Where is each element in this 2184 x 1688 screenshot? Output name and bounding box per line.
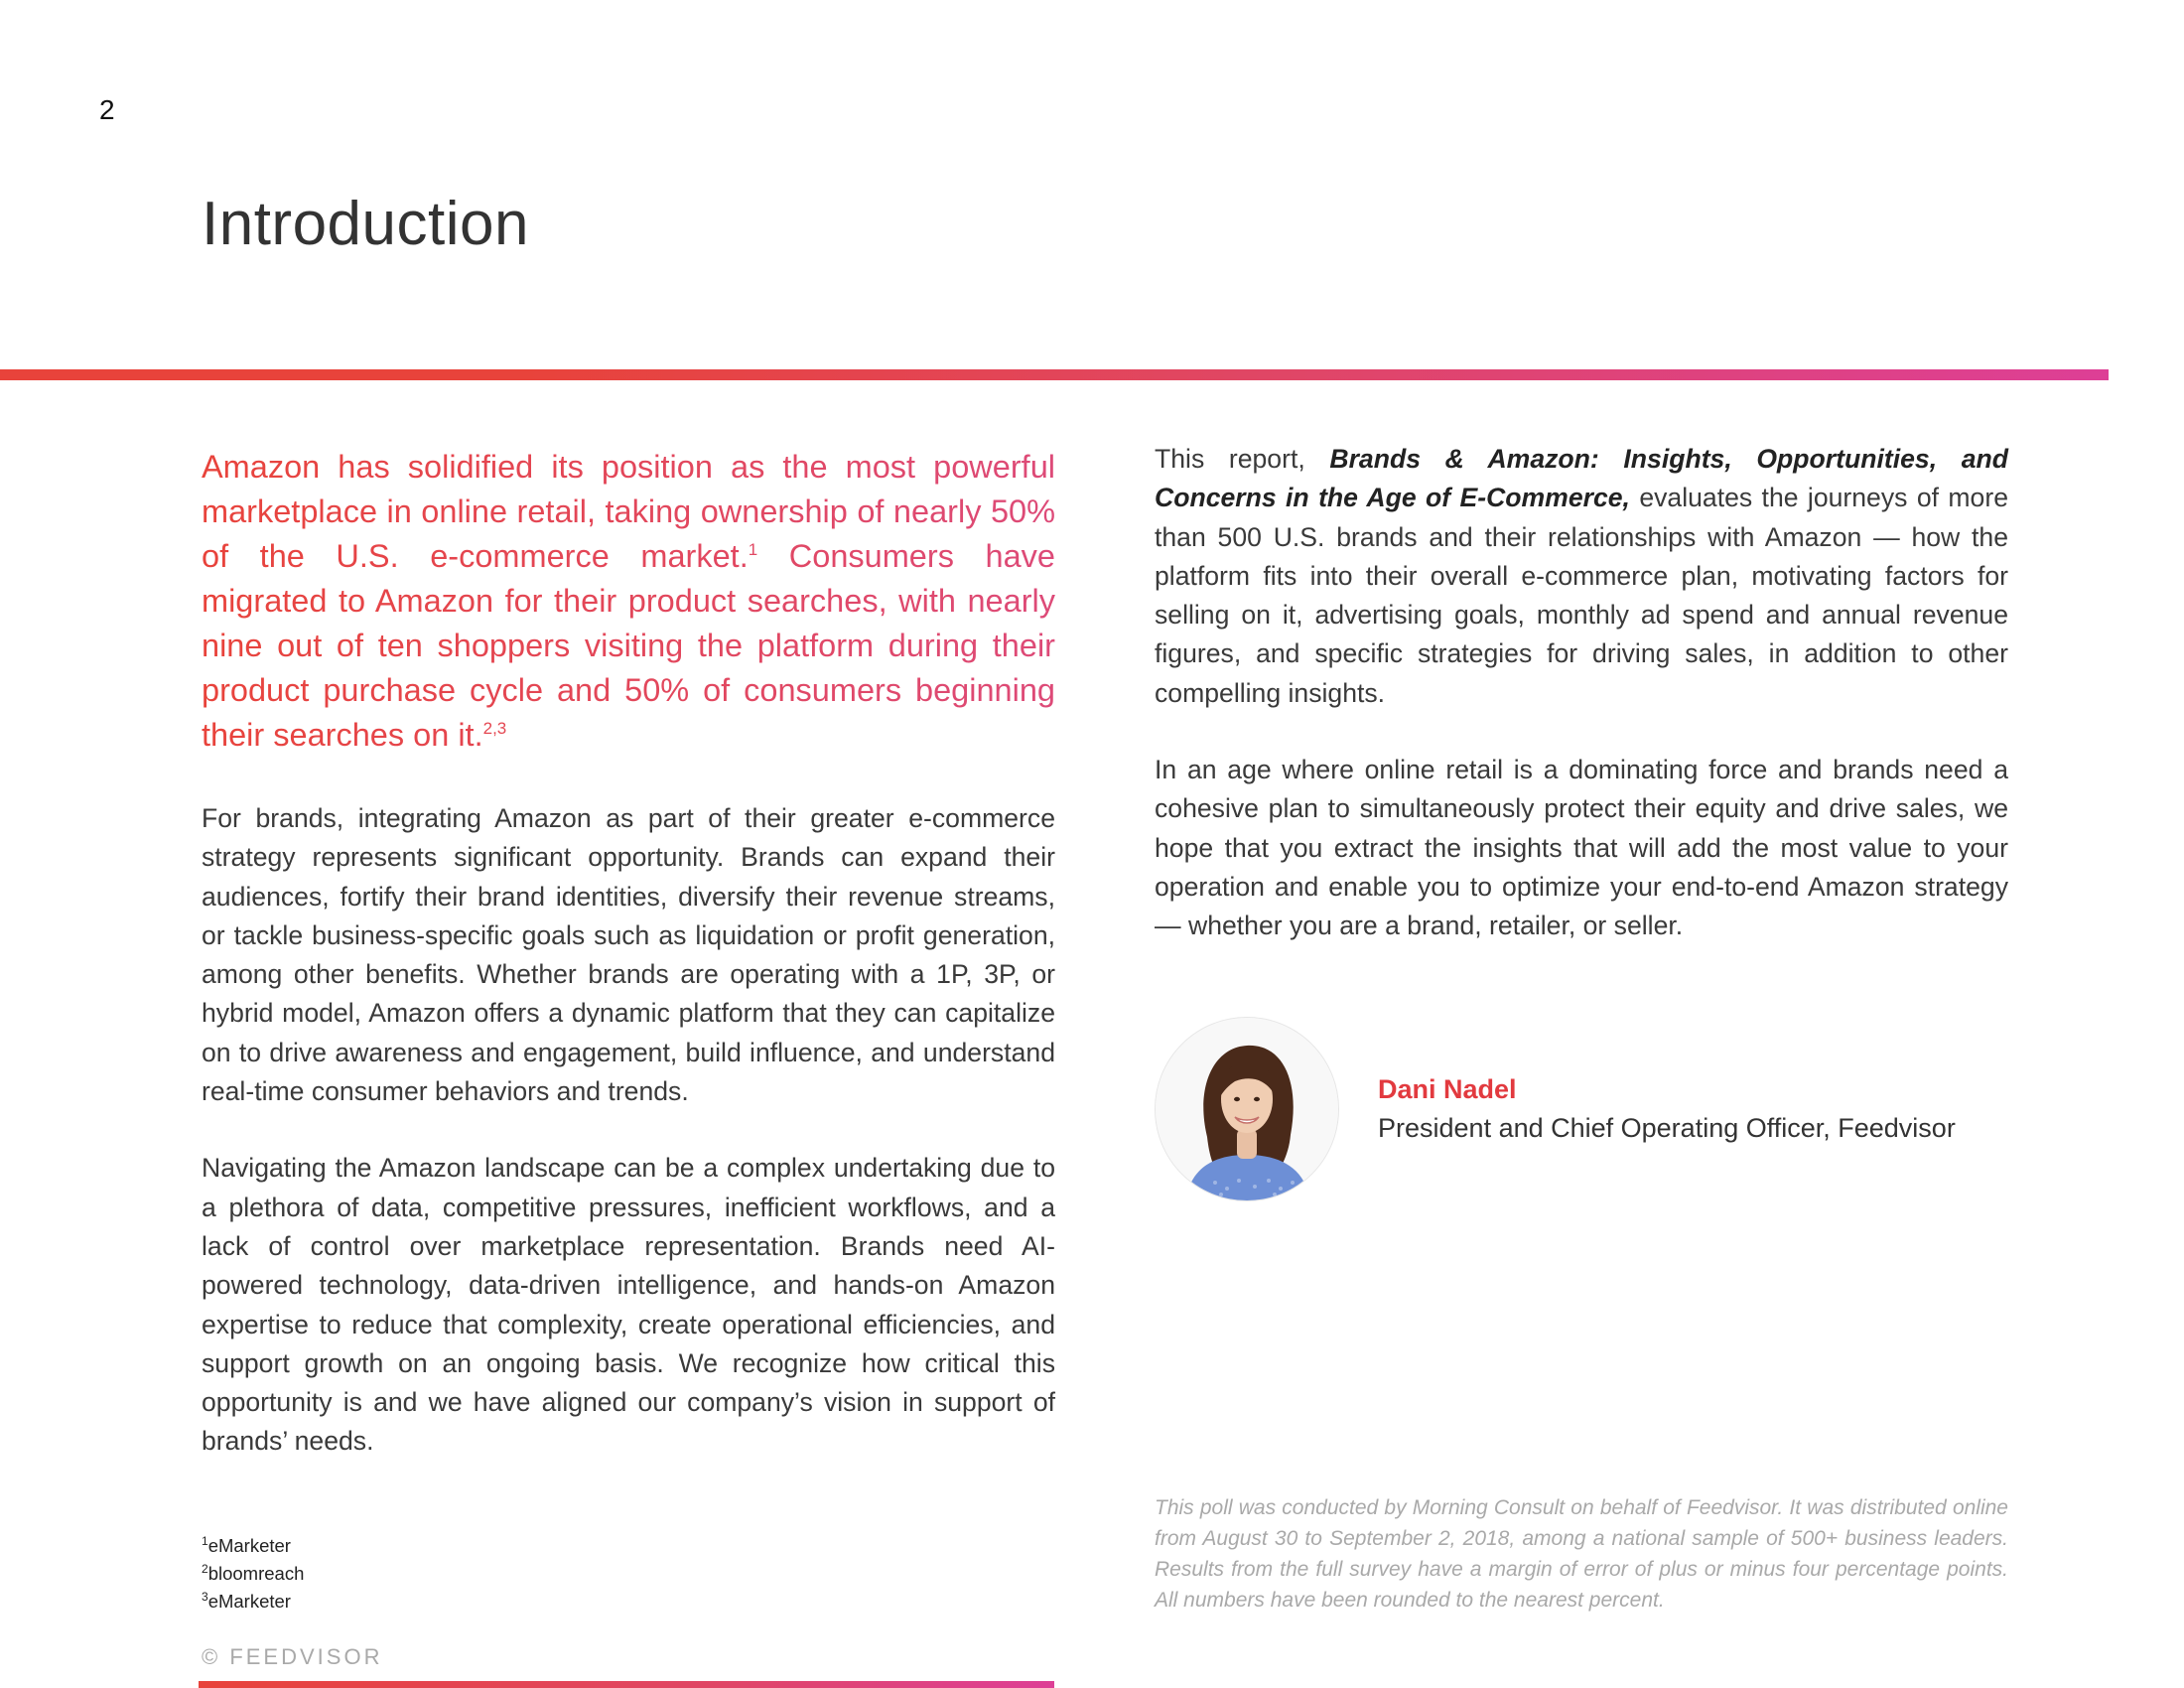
footnote-source: eMarketer	[207, 1591, 291, 1612]
author-block	[1155, 1017, 2048, 1201]
body-paragraph-brands: For brands, integrating Amazon as part of their greater e-commerce strategy represents significant opportunity. Brands can expand their audiences, fortify their brand identities, diversify their revenue streams, or tackle business-specific goals such as liquidation or profit generation, among other benefits. Whether brands are operating with a 1P, 3P, or hybrid model, Amazon offers a dynamic platform that they can capitalize on to drive awareness and engagement, build influence, and understand real-time consumer behaviors and trends.	[202, 803, 1055, 1107]
closing-paragraph: In an age where online retail is a dominating force and brands need a cohesive plan to simultaneously protect their equity and drive sales, we hope that you extract the insights that will add the most value to your operation and enable you to optimize your end-to-end Amazon strategy — whether you are a brand, retailer, or seller.	[1155, 755, 2008, 941]
footnote-source: bloomreach	[207, 1563, 305, 1584]
right-column	[1155, 445, 2008, 984]
report-intro-paragraph	[1155, 440, 2008, 713]
footnote-item	[202, 1532, 304, 1560]
page-number: 2	[99, 94, 115, 125]
lead-text-part-1: Amazon has solidified its position as the most powerful marketplace in online retail, taking ownership of nearly 50% of the U.S. e-commerce market.	[202, 449, 1055, 574]
lead-text-part-2: Consumers have migrated to Amazon for their product searches, with nearly nine out of ten shoppers visiting the platform during their product purchase cycle and 50% of consumers beginning their searches on it.	[202, 538, 1055, 753]
lead-paragraph	[202, 445, 1055, 758]
footnote-number: 1	[202, 1533, 208, 1548]
page-title: Introduction	[202, 190, 529, 258]
report-title: Brands & Amazon: Insights, Opportunities, and Concerns in the Age of E-Commerce,	[1155, 444, 2008, 513]
footnote-source: eMarketer	[207, 1535, 291, 1556]
author-portrait-icon	[1156, 1018, 1338, 1200]
left-column	[202, 445, 1055, 1499]
methodology-note: This poll was conducted by Morning Consult on behalf of Feedvisor. It was distributed online from August 30 to September 2, 2018, among a national sample of 500+ business leaders. Results from the full survey have a margin of error of plus or minus four percentage points. All numbers have been rounded to the nearest percent.	[1155, 1496, 2008, 1612]
body-paragraph-navigating: Navigating the Amazon landscape can be a complex undertaking due to a plethora of data, competitive pressures, inefficient workflows, and a lack of control over marketplace representation. Brands need AI-powered technology, data-driven intelligence, and hands-on Amazon expertise to reduce that complexity, create operational efficiencies, and support growth on an ongoing basis. We recognize how critical this opportunity is and we have aligned our company’s vision in support of brands’ needs.	[202, 1153, 1055, 1457]
author-title: President and Chief Operating Officer, Feedvisor	[1378, 1113, 1956, 1143]
lead-footnote-ref-1[interactable]: 1	[748, 540, 758, 560]
footnote-number: 2	[202, 1561, 208, 1576]
footnote-number: 3	[202, 1589, 208, 1604]
author-name: Dani Nadel	[1378, 1074, 1517, 1104]
report-intro-suffix: evaluates the journeys of more than 500 U.S. brands and their relationships with Amazon — how the platform fits into their overall e-commerce plan, motivating factors for selling on it, advertising goals, monthly ad spend and annual revenue figures, and specific strategies for driving sales, in addition to other compelling insights.	[1155, 483, 2008, 708]
report-intro-prefix: This report,	[1155, 444, 1330, 474]
footnote-item	[202, 1560, 304, 1588]
author-avatar	[1155, 1017, 1339, 1201]
copyright: © FEEDVISOR	[202, 1644, 383, 1669]
footnotes	[202, 1532, 304, 1616]
footer-divider	[199, 1681, 1054, 1688]
header-divider	[0, 369, 2109, 380]
lead-footnote-ref-2-3[interactable]: 2,3	[482, 719, 507, 739]
footnote-item	[202, 1588, 304, 1616]
